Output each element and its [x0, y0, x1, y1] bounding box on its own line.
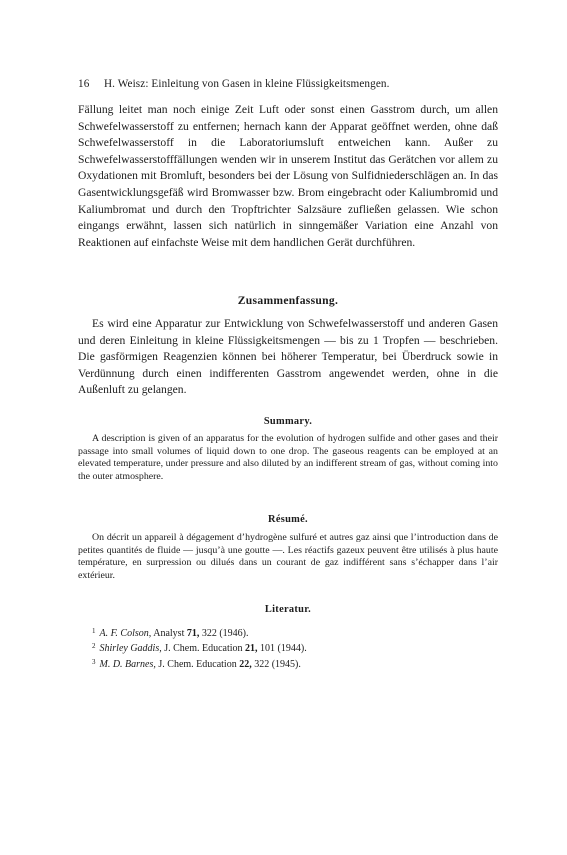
- reference-journal: Analyst: [153, 628, 185, 639]
- reference-pages-year: 322 (1946).: [201, 628, 249, 639]
- intro-paragraph: Fällung leitet man noch einige Zeit Luft oder sonst einen Gasstrom durch, um allen Schwefelwasserstoff zu entfernen; hernach kann der Apparat geöffnet werden, ohne daß Schwefelwasserstoff in die Laboratoriumsluft entweichen kann. Außer zu Schwefelwasserstofffällungen wenden wir in unserem Institut das Gerätchen vor allem zu Oxydationen mit Bromluft, besonders bei der Lösung von Sulfidniederschlägen an. In das Gasentwicklungsgefäß wird Bromwasser bzw. Brom eingebracht oder Kaliumbromid und Kaliumbromat und durch den Tropftrichter Salzsäure zufließen gelassen. Wie schon eingangs erwähnt, lassen sich natürlich in sinngemäßer Variation eine Anzahl von Reaktionen auf einfachste Weise mit dem handlichen Gerät durchführen.: [78, 103, 498, 249]
- summary-heading: Summary.: [263, 416, 313, 427]
- reference-author: M. D. Barnes,: [99, 658, 156, 670]
- reference-number: 1: [92, 627, 96, 635]
- page-number: 16: [78, 78, 90, 90]
- zusammenfassung-heading: Zusammenfassung.: [237, 294, 339, 307]
- intro-paragraph-block: [78, 102, 498, 251]
- resume-heading: Résumé.: [268, 514, 308, 525]
- reference-volume: 22,: [239, 658, 252, 670]
- reference-number: 2: [92, 642, 96, 651]
- reference-author: A. F. Colson,: [99, 628, 152, 639]
- zusammenfassung-block: [78, 316, 498, 399]
- running-title: H. Weisz: Einleitung von Gasen in kleine Flüssigkeitsmengen.: [104, 78, 390, 90]
- reference-pages-year: 322 (1945).: [254, 658, 301, 670]
- reference-item: [92, 656, 492, 671]
- reference-number: 3: [92, 657, 96, 666]
- literatur-heading: Literatur.: [264, 604, 312, 615]
- resume-text: On décrit un appareil à dégagement d’hydrogène sulfuré et autres gaz ainsi que l’introduction dans de petites quantités de fluide — jusqu’à une goutte —. Les réactifs gazeux peuvent être utilisés à plus haute température, en surpression ou dilués dans un courant de gaz indifférent sans s’échapper dans l’air extérieur.: [78, 532, 498, 582]
- running-header: [78, 78, 498, 90]
- summary-block: [78, 433, 498, 484]
- resume-block: [78, 532, 498, 583]
- reference-volume: 21,: [245, 643, 258, 655]
- reference-journal: J. Chem. Education: [158, 658, 237, 670]
- reference-volume: 71,: [186, 628, 200, 639]
- reference-pages-year: 101 (1944).: [260, 643, 307, 655]
- reference-list: [92, 625, 492, 671]
- summary-text: A description is given of an apparatus for the evolution of hydrogen sulfide and other gases and their passage into small volumes of liquid down to one drop. The gaseous reagents can be employed at an elevated temperature, under pressure and also diluted by an indifferent stream of gas, without coming into the outer atmosphere.: [78, 433, 498, 483]
- reference-item: [92, 625, 492, 640]
- reference-item: [92, 640, 492, 655]
- reference-journal: J. Chem. Education: [164, 643, 243, 655]
- zusammenfassung-text: Es wird eine Apparatur zur Entwicklung von Schwefelwasserstoff und anderen Gasen und deren Einleitung in kleine Flüssigkeitsmengen — bis zu 1 Tropfen — beschrieben. Die gasförmigen Reagenzien können bei höherer Temperatur, bei Überdruck sowie in Verdünnung durch einen indifferenten Gasstrom angewendet werden, ohne in die Außenluft zu gelangen.: [78, 317, 498, 397]
- reference-author: Shirley Gaddis,: [99, 643, 162, 655]
